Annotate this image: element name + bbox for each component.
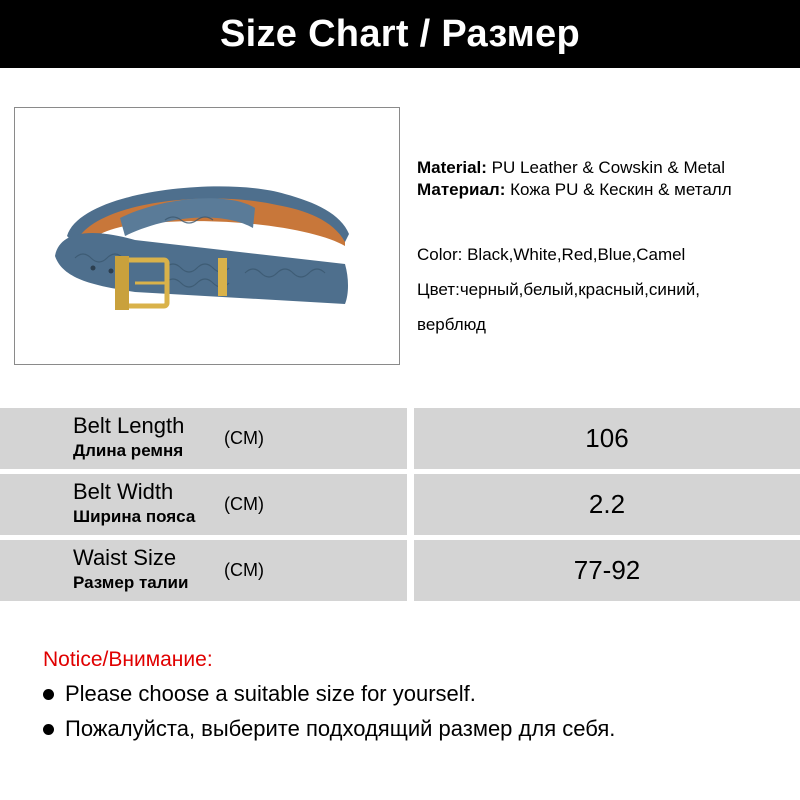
row-unit: (CM) <box>224 428 264 448</box>
notice-item <box>43 716 615 742</box>
color-info <box>417 237 700 342</box>
row-label-cell <box>0 408 407 469</box>
row-label-en: Belt Width <box>73 479 174 504</box>
row-unit: (CM) <box>224 560 264 580</box>
bullet-icon <box>43 689 54 700</box>
row-label-ru: Длина ремня <box>73 441 184 460</box>
header-bar <box>0 0 800 68</box>
notice-item-text: Пожалуйста, выберите подходящий размер для себя. <box>65 716 616 741</box>
material-en-line <box>417 157 732 179</box>
color-en-line <box>417 237 700 272</box>
table-row <box>0 540 800 601</box>
notice-item-text: Please choose a suitable size for yourself. <box>65 681 476 706</box>
row-label-cell <box>0 474 407 535</box>
color-ru-line1: Цвет:черный,белый,красный,синий, <box>417 280 700 299</box>
row-label-en: Belt Length <box>73 413 185 438</box>
color-ru-line2: верблюд <box>417 315 486 334</box>
row-value: 106 <box>585 423 629 453</box>
material-ru-value: Кожа PU & Кескин & металл <box>505 180 732 199</box>
row-value-cell <box>414 540 800 601</box>
belt-icon <box>15 108 400 365</box>
row-label-en: Waist Size <box>73 545 177 570</box>
row-value: 2.2 <box>588 489 626 519</box>
material-en-label: Material: <box>417 158 487 177</box>
table-row <box>0 474 800 535</box>
row-label-ru: Размер талии <box>73 573 189 592</box>
row-value: 77-92 <box>573 555 641 585</box>
row-label-cell <box>0 540 407 601</box>
bullet-icon <box>43 724 54 735</box>
table-row <box>0 408 800 469</box>
notice-item <box>43 681 476 707</box>
material-ru-label: Материал: <box>417 180 506 199</box>
row-value-cell <box>414 408 800 469</box>
color-en-label: Color: <box>417 245 463 264</box>
product-image <box>14 107 400 365</box>
material-info <box>417 157 732 201</box>
row-value-cell <box>414 474 800 535</box>
material-en-value: PU Leather & Cowskin & Metal <box>486 158 726 177</box>
material-ru-line <box>417 179 732 201</box>
color-en-value: Black,White,Red,Blue,Camel <box>462 245 686 264</box>
row-label-ru: Ширина пояса <box>73 507 196 526</box>
page-title: Size Chart / Размер <box>219 12 581 55</box>
row-unit: (CM) <box>224 494 264 514</box>
notice-title: Notice/Внимание: <box>43 648 213 671</box>
